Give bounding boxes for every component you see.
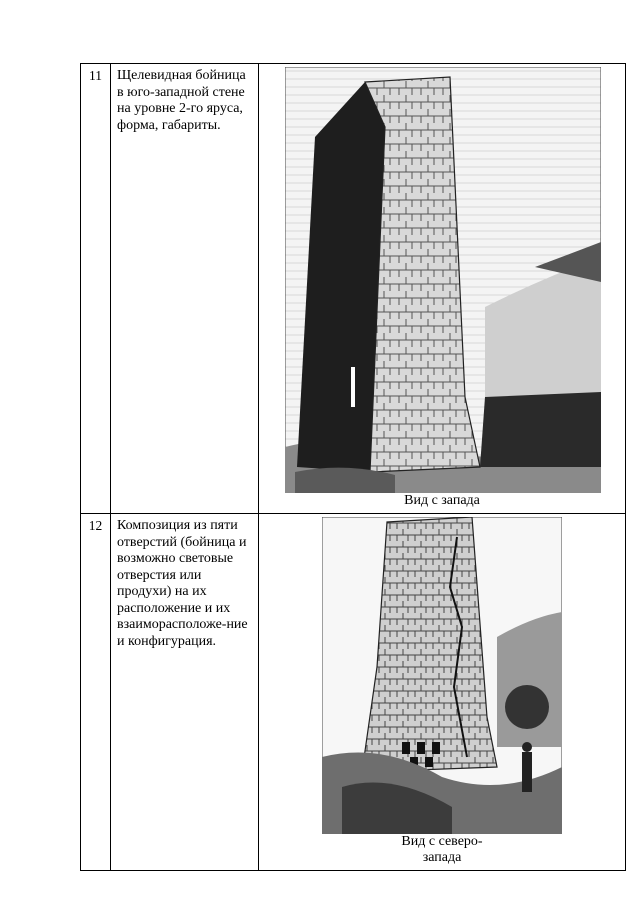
- table-row: [81, 514, 626, 871]
- tower-photo-northwest: [322, 517, 562, 834]
- photo-cell: [259, 64, 626, 514]
- photo-cell: [259, 514, 626, 871]
- row-description: Композиция из пяти отверстий (бойница и возможно световые отверстия или продухи) на их расположение и их взаиморасположе-ние и конфигурация.: [111, 514, 259, 871]
- document-table: [80, 63, 626, 871]
- table-row: [81, 64, 626, 514]
- row-number: 11: [81, 64, 111, 514]
- row-number: 12: [81, 514, 111, 871]
- photo-caption-line: запада: [422, 850, 462, 865]
- tower-photo-west: [285, 67, 601, 493]
- photo-caption-line: Вид с северо-: [401, 834, 483, 849]
- photo-caption: Вид с запада: [404, 493, 480, 508]
- photo-caption: [259, 834, 625, 866]
- row-description: Щелевидная бойница в юго-западной стене на уровне 2-го яруса, форма, габариты.: [111, 64, 259, 514]
